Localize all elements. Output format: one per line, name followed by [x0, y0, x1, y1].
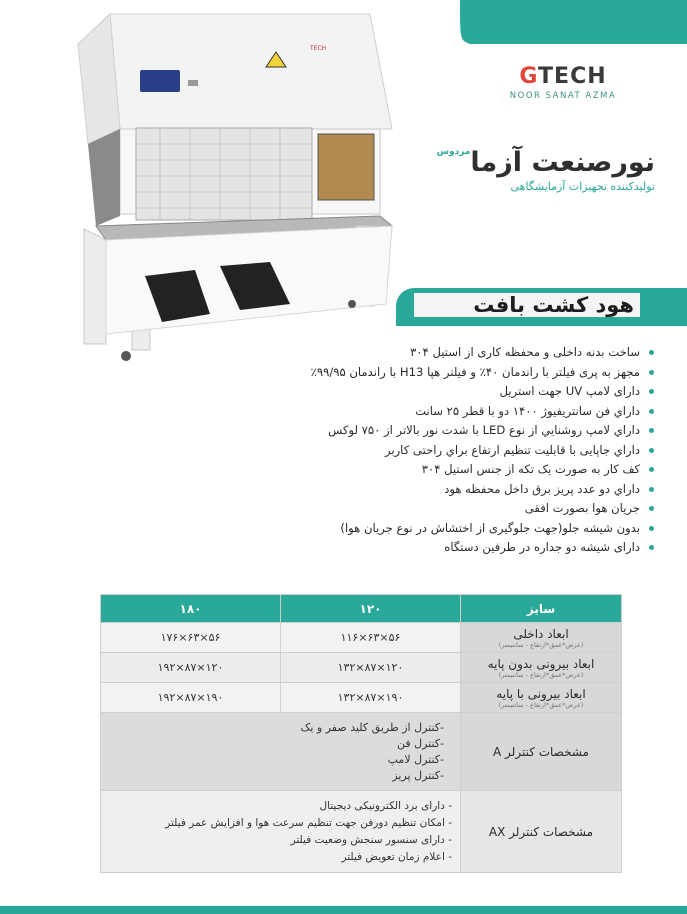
controller-ax-specs: - دارای برد الکترونیکی دیجیتال - امکان تنظیم دورفن جهت تنظیم سرعت هوا و افزایش عمر فیلتر - دارای سنسور سنجش وضعیت فیلتر - اعلام زمان تعویض فیلتر: [101, 791, 461, 873]
header-col-180: ۱۸۰: [101, 595, 281, 623]
table-cell: ۵۶×۶۳×۱۱۶: [281, 623, 461, 653]
controller-ax-label: مشخصات کنترلر AX: [461, 791, 622, 873]
table-header-row: [101, 595, 622, 623]
header-size: سایز: [461, 595, 622, 623]
footer-bar: [0, 906, 687, 914]
brand-block: [425, 148, 655, 193]
feature-item: داراي جاپایی با قابلیت تنظیم ارتفاع براي راحتی کاربر: [60, 441, 640, 461]
product-title: هود کشت بافت: [414, 293, 640, 317]
feature-item: مجهز به پری فیلتر با راندمان ۴۰٪ و فیلتر هپا H13 با راندمان ۹۹/۹۵٪: [60, 363, 640, 383]
feature-item: کف کار به صورت یک تکه از جنس استیل ۳۰۴: [60, 460, 640, 480]
controller-a-label: مشخصات کنترلر A: [461, 713, 622, 791]
table-cell: ۱۲۰×۸۷×۱۳۲: [281, 653, 461, 683]
header-col-120: ۱۲۰: [281, 595, 461, 623]
feature-item: دارای شیشه دو جداره در طرفین دستگاه: [60, 538, 640, 558]
brand-name-small: مردوس: [436, 147, 471, 157]
controller-a-specs: -کنترل از طریق کلید صفر و یک -کنترل فن -کنترل لامپ -کنترل پریز: [101, 713, 461, 791]
row-label: ابعاد داخلی (عرض*عمق*ارتفاع - سانتیمتر): [461, 623, 622, 653]
table-cell: ۵۶×۶۳×۱۷۶: [101, 623, 281, 653]
svg-text:TECH: TECH: [310, 45, 327, 52]
product-title-bar: [396, 288, 687, 326]
feature-item: جریان هوا بصورت افقی: [60, 499, 640, 519]
row-label: ابعاد بیرونی با پایه (عرض*عمق*ارتفاع - سانتیمتر): [461, 683, 622, 713]
feature-item: دارای لامپ UV جهت استریل: [60, 382, 640, 402]
feature-item: داراي لامپ روشنايي از نوع LED با شدت نور بالاتر از ۷۵۰ لوکس: [60, 421, 640, 441]
brand-name: نورصنعت آزما$^{مردوس}$: [436, 147, 655, 178]
feature-item: داراي دو عدد پریز برق داخل محفظه هود: [60, 480, 640, 500]
table-row: [101, 623, 622, 653]
feature-item: بدون شیشه جلو(جهت جلوگیری از اختشاش در نوع جریان هوا): [60, 519, 640, 539]
hood-illustration: [70, 4, 400, 366]
table-cell: ۱۹۰×۸۷×۱۳۲: [281, 683, 461, 713]
table-cell: ۱۲۰×۸۷×۱۹۲: [101, 653, 281, 683]
row-label: ابعاد بیرونی بدون پایه (عرض*عمق*ارتفاع - سانتیمتر): [461, 653, 622, 683]
brand-tagline: تولیدکننده تجهیزات آزمایشگاهی: [510, 179, 655, 193]
feature-item: داراي فن سانتریفیوژ ۱۴۰۰ دو با قطر ۲۵ سانت: [60, 402, 640, 422]
controller-a-row: [101, 713, 622, 791]
feature-list: [60, 343, 658, 558]
company-logo: [488, 64, 638, 101]
logo-mark: GTECH: [519, 64, 607, 89]
logo-subtitle: NOOR SANAT AZMA: [509, 91, 617, 101]
table-row: [101, 683, 622, 713]
feature-item: ساخت بدنه داخلی و محفظه کاری از استیل ۳۰۴: [60, 343, 640, 363]
spec-table: [100, 594, 622, 873]
table-cell: ۱۹۰×۸۷×۱۹۲: [101, 683, 281, 713]
controller-ax-row: [101, 791, 622, 873]
table-row: [101, 653, 622, 683]
